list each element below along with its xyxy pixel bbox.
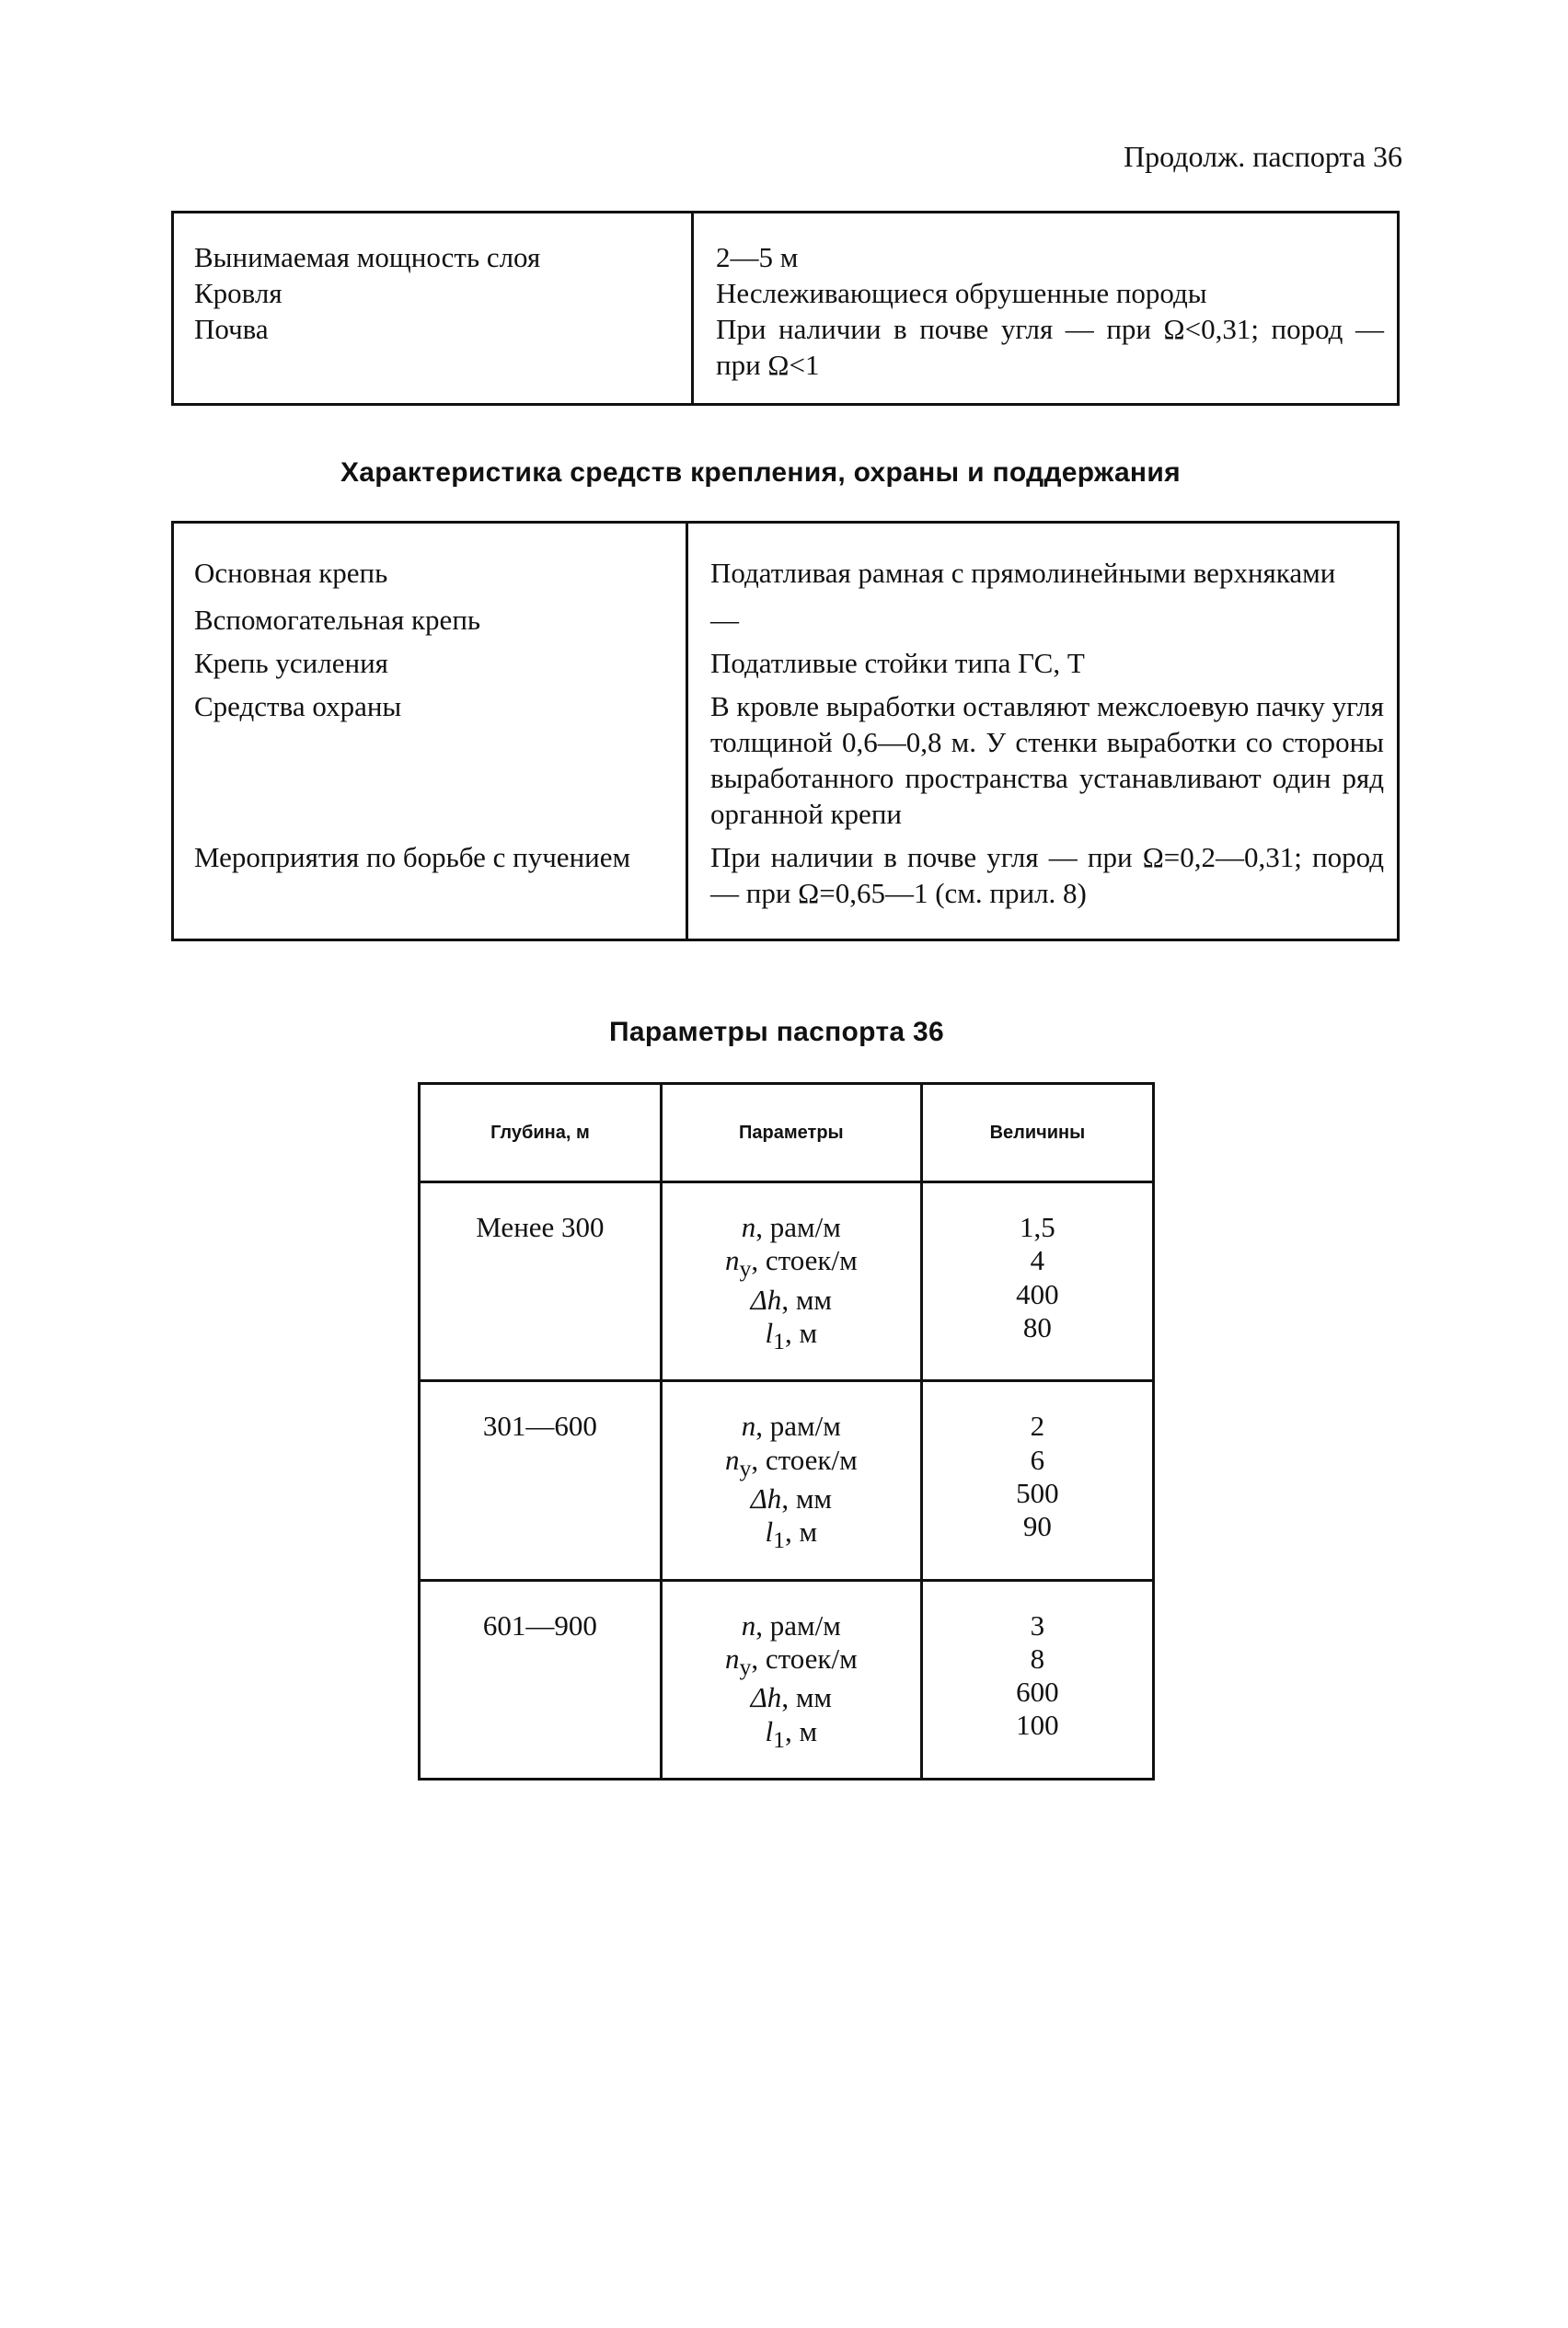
parameter-unit: , мм	[781, 1283, 833, 1316]
values-cell	[921, 1580, 1153, 1779]
values-cell	[921, 1381, 1153, 1580]
parameter-subscript: y	[739, 1454, 752, 1481]
parameter-unit: , м	[785, 1714, 818, 1747]
table-row	[173, 832, 1399, 940]
parameter-value: 3	[1030, 1608, 1045, 1642]
parameter-unit: , рам/м	[755, 1410, 841, 1443]
parameter-value: 2	[1030, 1410, 1045, 1443]
heave-measures-label: Мероприятия по борьбе с пучением	[173, 832, 687, 940]
header-values: Величины	[921, 1084, 1153, 1182]
label-floor: Почва	[194, 313, 269, 346]
parameter-label	[663, 1244, 920, 1283]
parameter-subscript: y	[739, 1654, 752, 1681]
parameter-subscript: 1	[773, 1725, 786, 1753]
value-roof: Неслеживающиеся обрушенные породы	[716, 277, 1207, 310]
header-parameters: Параметры	[661, 1084, 921, 1182]
protection-label: Средства охраны	[173, 681, 687, 832]
depth-cell: 301—600	[420, 1381, 662, 1580]
table-row	[420, 1182, 1154, 1381]
reinforcement-value: Податливые стойки типа ГС, Т	[710, 647, 1085, 680]
aux-support-value: —	[710, 604, 739, 637]
parameter-value: 8	[1030, 1642, 1045, 1675]
parameter-label	[663, 1715, 920, 1754]
passport-parameters-table	[418, 1082, 1155, 1781]
layer-properties-table	[171, 211, 1400, 406]
parameters-cell	[661, 1182, 921, 1381]
parameter-unit: , мм	[781, 1681, 833, 1714]
parameter-unit: , мм	[781, 1482, 833, 1516]
parameter-value: 400	[1016, 1277, 1059, 1310]
table-row	[173, 638, 1399, 681]
value-floor: При наличии в почве угля — при Ω<0,31; пород — при Ω<1	[716, 313, 1384, 382]
main-support-label: Основная крепь	[173, 523, 687, 592]
parameters-cell	[661, 1580, 921, 1779]
parameter-value: 600	[1016, 1676, 1059, 1709]
parameter-label	[663, 1642, 920, 1681]
table-row	[173, 523, 1399, 592]
parameter-symbol: n	[724, 1443, 740, 1476]
table-header-row	[420, 1084, 1154, 1182]
property-labels-cell	[173, 213, 693, 405]
parameter-label	[663, 1516, 920, 1554]
heave-measures-value: При наличии в почве угля — при Ω=0,2—0,31; пород — при Ω=0,65—1 (см. прил. 8)	[710, 841, 1384, 910]
parameter-value: 4	[1030, 1244, 1045, 1277]
parameter-unit: , м	[785, 1316, 818, 1349]
label-roof: Кровля	[194, 277, 282, 310]
parameter-symbol: n	[724, 1244, 740, 1277]
parameters-cell	[661, 1381, 921, 1580]
parameter-label	[663, 1410, 920, 1443]
parameter-label	[663, 1211, 920, 1244]
parameter-value: 80	[1022, 1310, 1052, 1343]
parameter-symbol: l	[765, 1316, 774, 1349]
parameter-subscript: y	[739, 1255, 752, 1283]
parameter-unit: , рам/м	[755, 1211, 841, 1243]
property-values-cell	[693, 213, 1399, 405]
parameter-unit: , стоек/м	[751, 1244, 858, 1277]
parameter-symbol: l	[765, 1714, 774, 1747]
support-characteristics-table	[171, 521, 1400, 941]
parameter-symbol: l	[765, 1516, 774, 1549]
parameter-unit: , стоек/м	[751, 1642, 858, 1675]
parameter-symbol: n	[741, 1410, 756, 1443]
table-row	[173, 681, 1399, 832]
aux-support-label: Вспомогательная крепь	[173, 591, 687, 638]
parameter-value: 1,5	[1020, 1211, 1055, 1243]
protection-value: В кровле выработки оставляют межслоевую пачку угля толщиной 0,6—0,8 м. У стенки выработки со стороны выработанного пространства устанавливают один ряд органной крепи	[710, 690, 1384, 831]
value-seam-thickness: 2—5 м	[716, 241, 799, 273]
parameter-label	[663, 1317, 920, 1355]
parameter-value: 100	[1016, 1709, 1059, 1742]
parameter-subscript: 1	[773, 1328, 786, 1355]
parameter-label	[663, 1681, 920, 1714]
label-seam-thickness: Вынимаемая мощность слоя	[194, 241, 541, 273]
main-support-value: Податливая рамная с прямолинейными верхняками	[710, 557, 1336, 589]
parameter-value: 500	[1016, 1476, 1059, 1509]
table-row	[420, 1381, 1154, 1580]
parameter-unit: , м	[785, 1516, 818, 1549]
parameter-label	[663, 1609, 920, 1642]
parameter-label	[663, 1284, 920, 1317]
reinforcement-label: Крепь усиления	[173, 638, 687, 681]
parameter-symbol: Δh	[750, 1283, 782, 1316]
parameters-table-body	[420, 1182, 1154, 1780]
support-section-title: Характеристика средств крепления, охраны и поддержания	[340, 457, 1181, 488]
header-depth: Глубина, м	[420, 1084, 662, 1182]
depth-cell: 601—900	[420, 1580, 662, 1779]
page-header: Продолж. паспорта 36	[1124, 140, 1402, 173]
parameter-symbol: n	[741, 1211, 756, 1243]
parameter-unit: , стоек/м	[751, 1443, 858, 1476]
parameters-section-title: Параметры паспорта 36	[609, 1017, 944, 1047]
parameter-value: 6	[1030, 1443, 1045, 1476]
parameter-value: 90	[1022, 1510, 1052, 1543]
table-row	[420, 1580, 1154, 1779]
parameter-symbol: Δh	[750, 1681, 782, 1714]
parameter-label	[663, 1482, 920, 1516]
depth-cell: Менее 300	[420, 1182, 662, 1381]
parameter-symbol: n	[741, 1608, 756, 1642]
table-row	[173, 591, 1399, 638]
parameter-symbol: Δh	[750, 1482, 782, 1516]
values-cell	[921, 1182, 1153, 1381]
parameter-label	[663, 1444, 920, 1482]
parameter-subscript: 1	[773, 1527, 786, 1554]
parameter-symbol: n	[724, 1642, 740, 1675]
parameter-unit: , рам/м	[755, 1608, 841, 1642]
